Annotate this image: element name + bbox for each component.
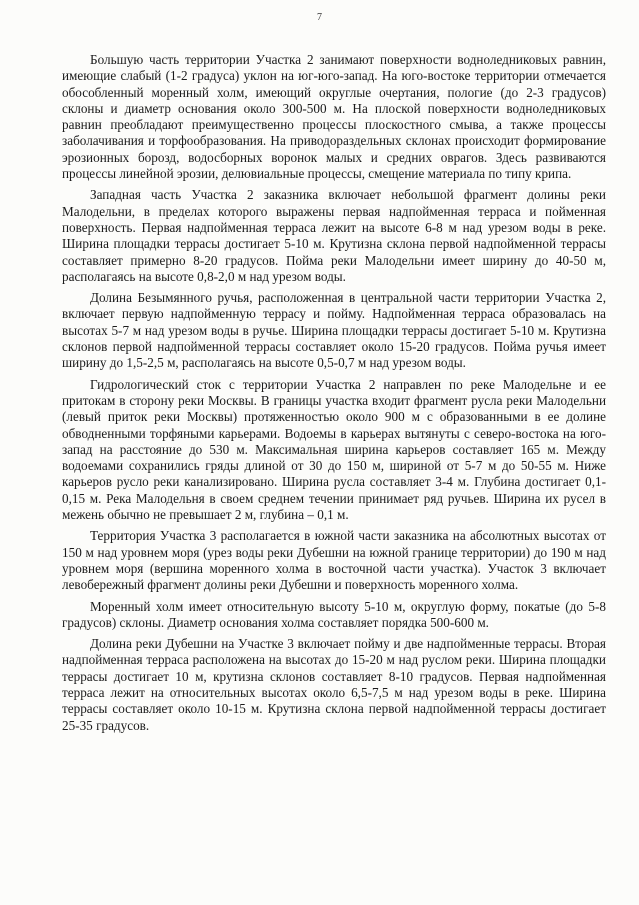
paragraph-moraine-hill: Моренный холм имеет относительную высоту 5-10 м, округлую форму, покатые (до 5-8 градусов) склоны. Диаметр основания холма составляет порядка 500-600 м. [62, 598, 606, 630]
paragraph-site2-hydrology: Гидрологический сток с территории Участка 2 направлен по реке Малодельне и ее притокам в сторону реки Москвы. В границы участка входит фрагмент русла реки Малодельни (левый приток реки Москвы) протяженностью около 900 м с образованными в ее долине обводненными торфяными карьерами. Водоемы в карьерах вытянуты с северо-востока на юго-запад на расстояние до 530 м. Максимальная ширина карьеров составляет 165 м. Между водоемами сохранились гряды длиной от 30 до 150 м, шириной от 5-7 м до 50-55 м. Ниже карьеров русло реки канализировано. Ширина русла составляет 3-4 м. Глубина достигает 0,1-0,15 м. Река Малодельня в своем среднем течении принимает ряд ручьев. Ширина их русел в межень обычно не превышает 2 м, глубина – 0,1 м. [62, 376, 606, 523]
paragraph-site3-territory: Территория Участка 3 располагается в южной части заказника на абсолютных высотах от 150 м над уровнем моря (урез воды реки Дубешни на южной границе территории) до 190 м над уровнем моря (вершина моренного холма в восточной части участка). Участок 3 включает левобережный фрагмент долины реки Дубешни и поверхность моренного холма. [62, 528, 606, 593]
page-number: 7 [317, 12, 322, 23]
paragraph-site2-relief: Большую часть территории Участка 2 занимают поверхности водноледниковых равнин, имеющие слабый (1-2 градуса) уклон на юг-юго-запад. На юго-востоке территории отмечается обособленный моренный холм, имеющий округлые очертания, пологие (до 2-3 градусов) склоны и диаметр основания около 300-500 м. На плоской поверхности водноледниковых равнин преобладают преимущественно процессы плоскостного смыва, а также процессы заболачивания и торфообразования. На приводораздельных склонах происходит формирование эрозионных борозд, водосборных воронок малых и средних оврагов. Здесь развиваются процессы линейной эрозии, делювиальные процессы, смещение материала по типу крипа. [62, 52, 606, 182]
paragraph-nameless-stream-valley: Долина Безымянного ручья, расположенная в центральной части территории Участка 2, включает первую надпойменную террасу и пойму. Надпойменная терраса образовалась на высотах 5-7 м над урезом воды в ручье. Ширина площадки террасы достигает 5-10 м. Крутизна склонов первой надпойменной террасы составляет около 15-20 градусов. Пойма ручья имеет ширину до 1,5-2,5 м, располагаясь на высоте 0,5-0,7 м над урезом воды. [62, 290, 606, 371]
paragraph-dubeshnya-valley: Долина реки Дубешни на Участке 3 включает пойму и две надпойменные террасы. Вторая надпойменная терраса расположена на высотах до 15-20 м над руслом реки. Ширина площадки террасы достигает 10 м, крутизна склонов составляет 8-10 градусов. Первая надпойменная терраса лежит на относительных высотах около 6,5-7,5 м над урезом воды в реке. Ширина террасы составляет около 10-15 м. Крутизна склона первой надпойменной террасы достигает 25-35 градусов. [62, 636, 606, 733]
document-body [62, 52, 606, 739]
paragraph-site2-west-valley: Западная часть Участка 2 заказника включает небольшой фрагмент долины реки Малодельни, в пределах которого выражены первая надпойменная терраса и пойменная поверхность. Первая надпойменная терраса лежит на высоте 6-8 м над урезом воды в реке. Ширина площадки террасы достигает 5-10 м. Крутизна склона первой надпойменной террасы составляет примерно 8-20 градусов. Пойма реки Малодельни имеет ширину до 40-50 м, располагаясь на высоте 0,8-2,0 м над урезом воды. [62, 187, 606, 284]
